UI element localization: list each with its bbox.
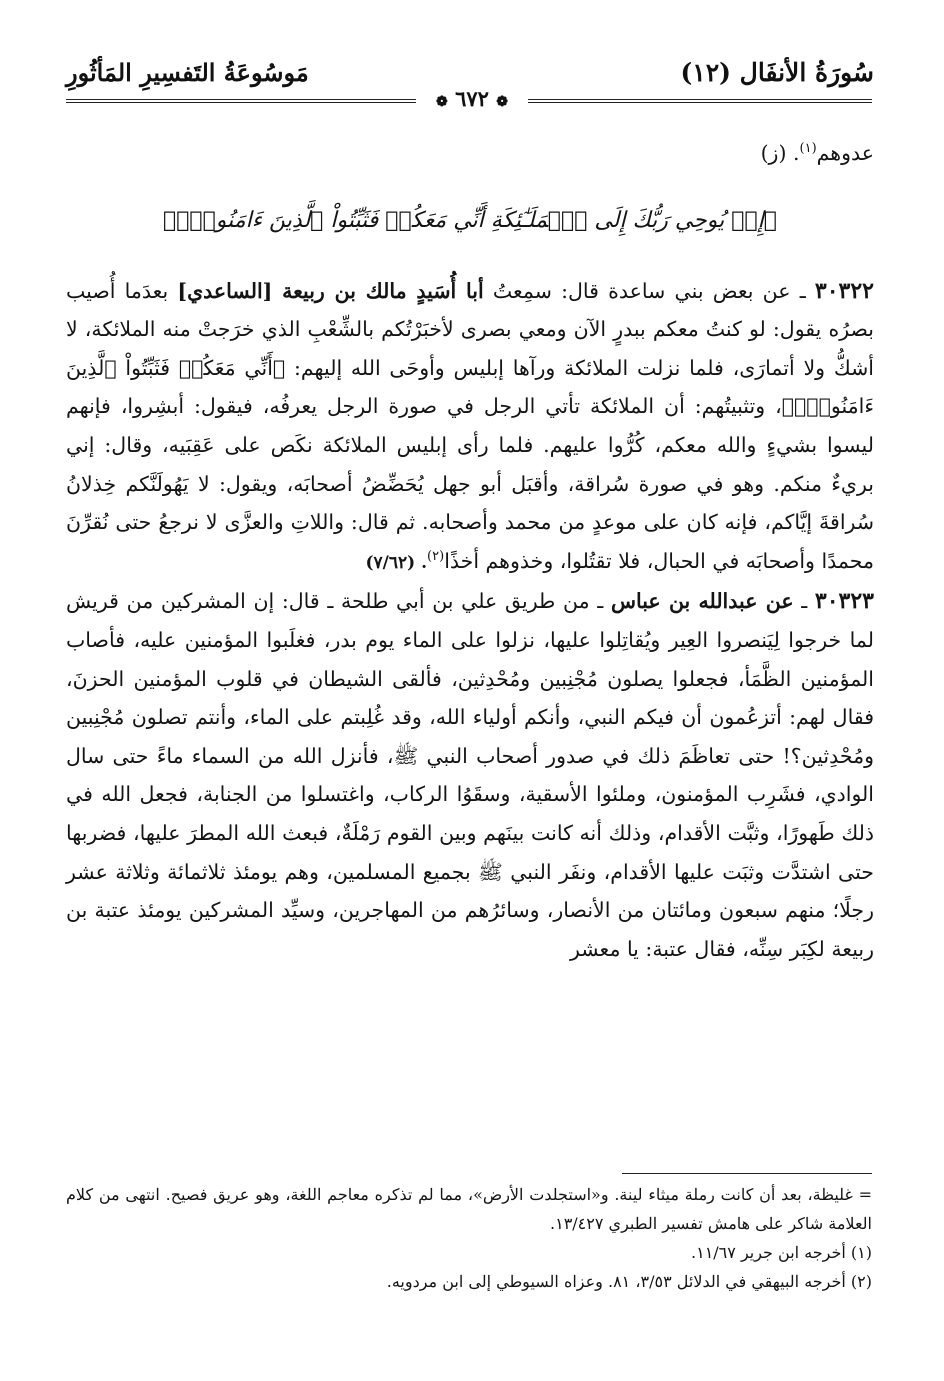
source-ref: . (ز) [760, 141, 800, 165]
page-number-box [416, 84, 528, 117]
entry-narrator: أبا أُسَيدٍ مالك بن ربيعة [الساعدي] [177, 278, 484, 303]
entry-intro: ـ عن بعض بني ساعدة قال: سمِعتُ [483, 278, 815, 303]
running-header-book-title: مَوسُوعَةُ التَفسِيرِ المَأثُورِ [66, 58, 309, 87]
continued-text: عدوهم [816, 141, 874, 165]
hadith-entry [66, 582, 874, 968]
entry-intro: ـ [793, 589, 815, 614]
ornament-icon: ❁ [436, 94, 448, 110]
footnote: (١) أخرجه ابن جرير ١١/٦٧. [691, 1243, 872, 1262]
footnote-divider [622, 1173, 872, 1174]
main-text [66, 134, 874, 968]
footnote-marker: (١) [799, 141, 817, 157]
continued-line [66, 134, 874, 173]
page-number: ٦٧٢ [455, 86, 489, 111]
entry-number: ٣٠٣٢٣ [814, 588, 874, 615]
entry-narrator: عن عبدالله بن عباس [610, 589, 794, 614]
entry-text: ـ من طريق علي بن أبي طلحة ـ قال: إن المشركين من قريش لما خرجوا لِيَنصروا العِير ويُقاتِلوا عليها، نزلوا على الماء يوم بدر، فغلَبوا المؤمنين عليه، فأصاب المؤمنين الظَّمَأ، فجعلوا يصلون مُجْنِبين ومُحْدِثين، فألقى الشيطان في قلوب المؤمنين الحزنَ، فقال لهم: أتزعُمون أن فيكم النبي، وأنكم أولياء الله، وقد غُلِبتم على الماء، وأنتم تصلون مُجْنِبين ومُحْدِثين؟! حتى تعاظَمَ ذلك في صدور أصحاب النبي ﷺ، فأنزل الله من السماء ماءً حتى سال الوادي، فشَرِب المؤمنون، وملئوا الأسقية، وسقَوُا الركاب، واغتسلوا من الجنابة، فجعل الله في ذلك طَهورًا، وثبَّت الأقدام، وذلك أنه كانت بينَهم وبين القوم رَمْلَةٌ، فبعث الله المطرَ عليها، فضربها حتى اشتدَّت وثبَت عليها الأقدام، ونفَر النبي ﷺ بجميع المسلمين، وهم يومئذ ثلاثمائة وثلاثة عشر رجلًا؛ منهم سبعون ومائتان من الأنصار، وسائرُهم من المهاجرين، وسيِّد المشركين يومئذ عتبة بن ربيعة لكِبَر سِنِّه، فقال عتبة: يا معشر [66, 589, 874, 961]
footnote: = غليظة، بعد أن كانت رملة ميثاء لينة. و«استجلدت الأرض»، مما لم تذكره معاجم اللغة، وهو عريق فصيح. انتهى من كلام العلامة شاكر على هامش تفسير الطبري ١٣/٤٢٧. [66, 1185, 873, 1233]
entry-number: ٣٠٣٢٢ [814, 277, 874, 304]
entry-ref: . (٧/٦٢) [365, 552, 428, 573]
entry-text: بعدَما أُصيب بصرُه يقول: لو كنتُ معكم ببدرٍ الآن ومعي بصرى لأخبَرْتُكم بالشِّعْبِ الذي خرَجتْ منه الملائكة، لا أشكُّ ولا أتمارَى، فلما نزلت الملائكة ورآها إبليس وأوحَى الله إليهم: ﴿أَنِّي مَعَكُمۡ فَثَبِّتُواْ ٱلَّذِينَ ءَامَنُواْۚ﴾، وتثبيتُهم: أن الملائكة تأتي الرجل في صورة الرجل يعرفُه، فيقول: أبشِروا، فإنهم ليسوا بشيءٍ والله معكم، كُرُّوا عليهم. فلما رأى إبليس الملائكة نكَص على عَقِبَيه، وقال: إني بريءٌ منكم. وهو في صورة سُراقة، وأقبَل أبو جهل يُحَضِّضُ أصحابَه، ويقول: لا يَهُولَنَّكم خِذلانُ سُراقةَ إيَّاكم، فإنه كان على موعدٍ من محمد وأصحابه. ثم قال: واللاتِ والعزَّى لا نرجعُ حتى نُقرِّنَ محمدًا وأصحابَه في الحبال، فلا تقتُلوا، وخذوهم أخذًا [66, 278, 874, 573]
running-header-surah: سُورَةُ الأنفَال (١٢) [680, 58, 874, 87]
quran-verse: ﴿إِذۡ يُوحِي رَبُّكَ إِلَى ٱلۡمَلَـٰٓئِكَةِ أَنِّي مَعَكُمۡ فَثَبِّتُواْ ٱلَّذِينَ ءَامَنُواْۚ﴾ [163, 207, 777, 233]
footnotes [66, 1180, 872, 1296]
footnote: (٢) أخرجه البيهقي في الدلائل ٣/٥٣، ٨١. وعزاه السيوطي إلى ابن مردويه. [386, 1272, 872, 1291]
footnote-marker: (٢) [427, 548, 445, 564]
hadith-entry [66, 272, 874, 583]
ornament-icon: ❁ [496, 94, 508, 110]
